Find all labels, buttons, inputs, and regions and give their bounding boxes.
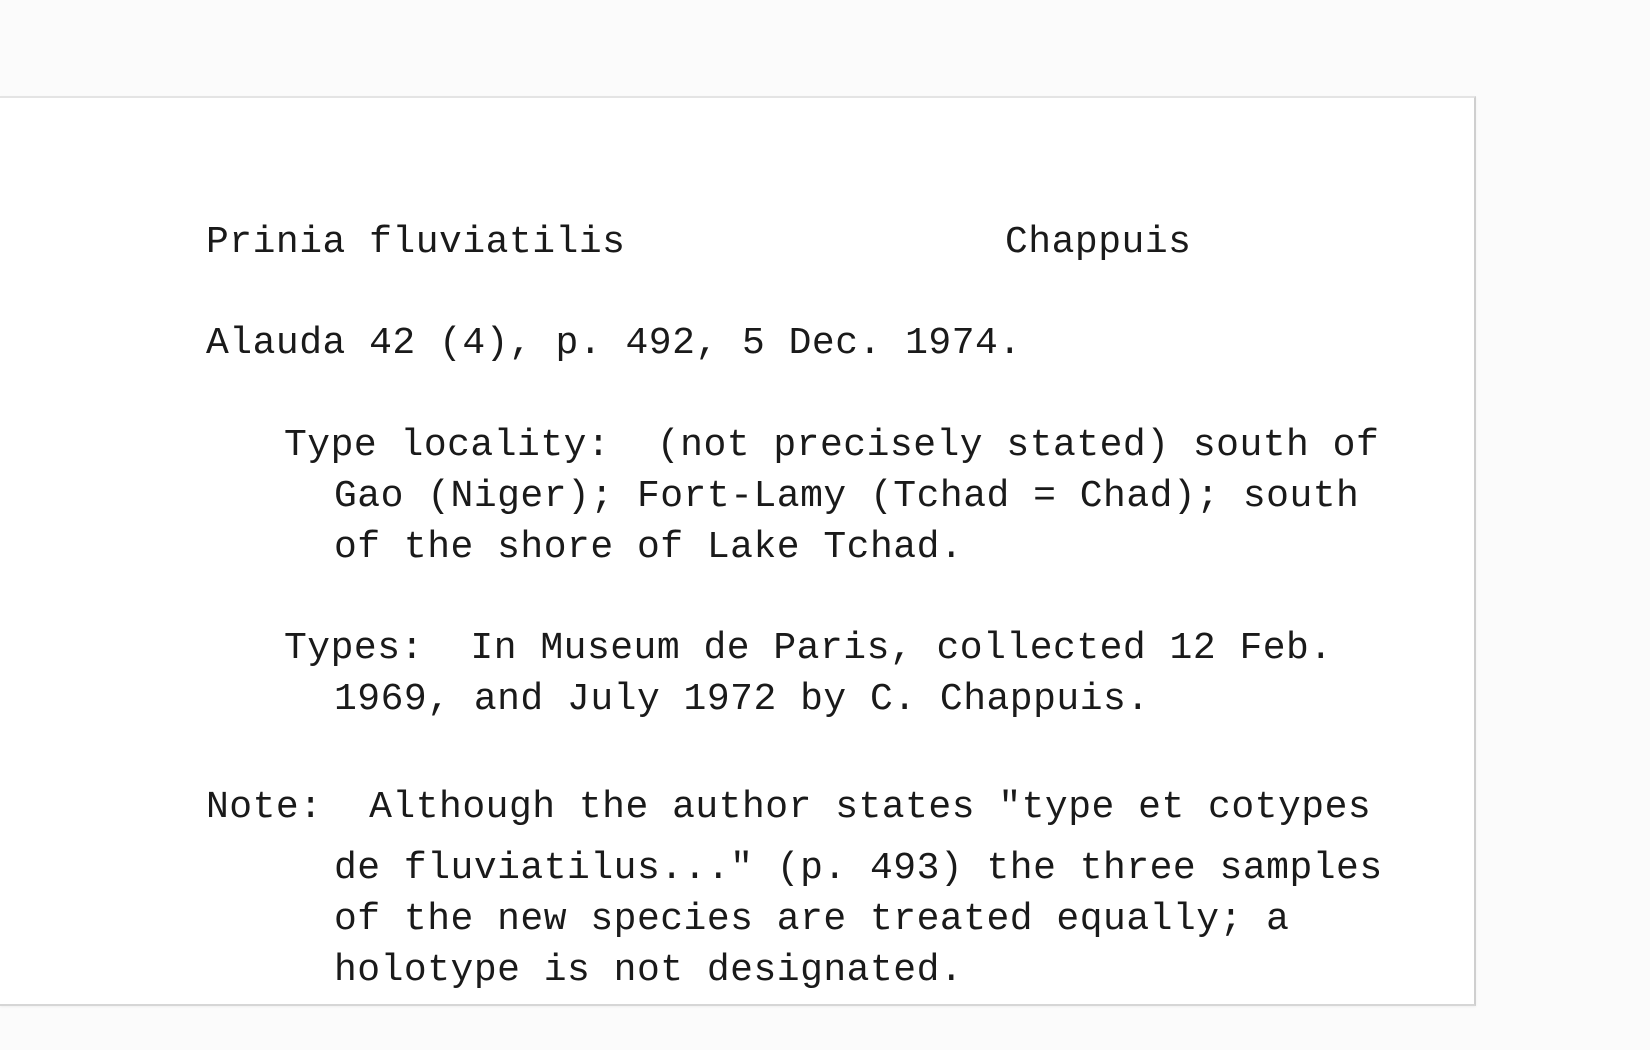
author-name: Chappuis <box>1005 221 1192 264</box>
types-line: Types: In Museum de Paris, collected 12 Feb. <box>284 627 1333 670</box>
note-line: of the new species are treated equally; a <box>334 898 1290 941</box>
type-locality-line: Type locality: (not precisely stated) south of <box>284 424 1380 467</box>
citation: Alauda 42 (4), p. 492, 5 Dec. 1974. <box>206 322 1022 365</box>
types-line: 1969, and July 1972 by C. Chappuis. <box>334 678 1150 721</box>
note-line: holotype is not designated. <box>334 949 964 992</box>
note-line: Note: Although the author states "type et cotypes <box>206 786 1372 829</box>
species-name: Prinia fluviatilis <box>206 221 626 264</box>
note-line: de fluviatilus..." (p. 493) the three samples <box>334 847 1383 890</box>
type-locality-line: Gao (Niger); Fort-Lamy (Tchad = Chad); south <box>334 475 1360 518</box>
type-locality-line: of the shore of Lake Tchad. <box>334 526 964 569</box>
